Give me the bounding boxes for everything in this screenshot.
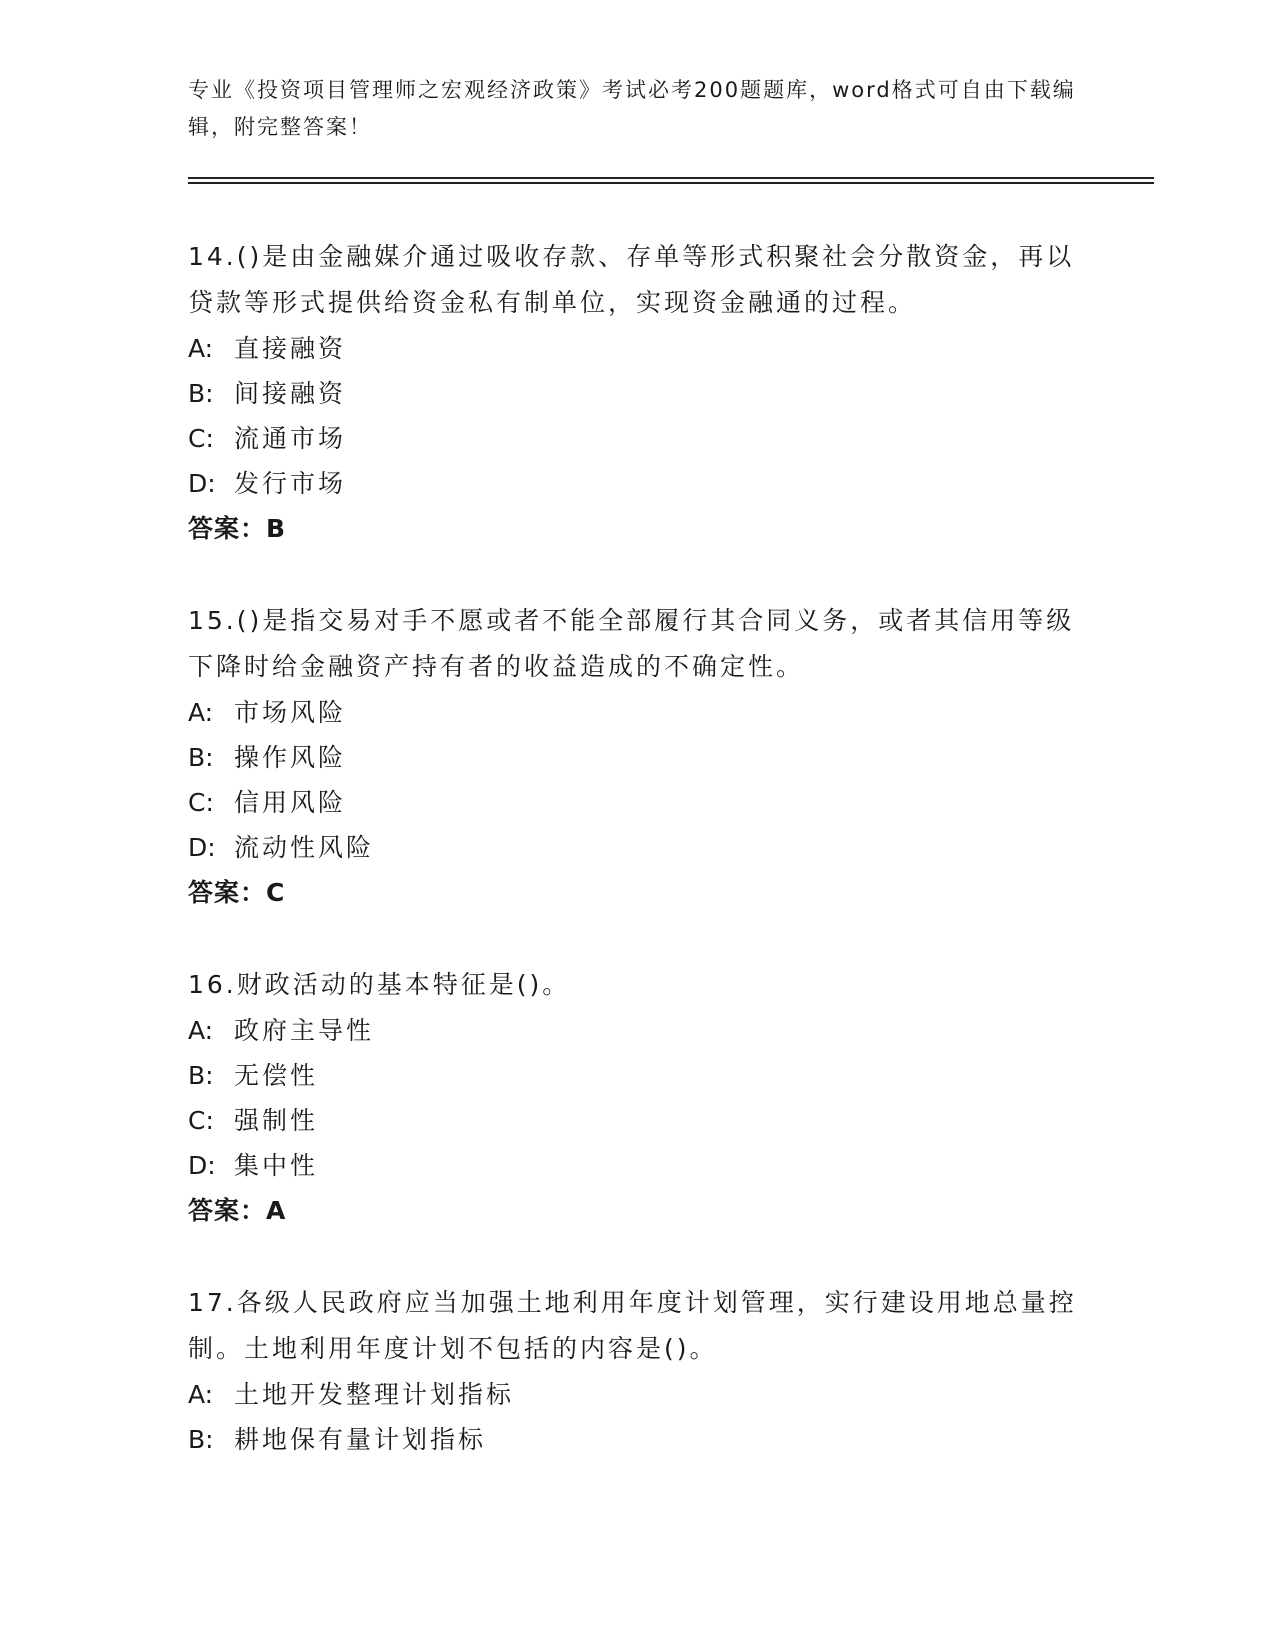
question-text: 16.财政活动的基本特征是()。: [188, 970, 571, 999]
option-c: [188, 416, 1088, 461]
option-key: A:: [188, 1016, 214, 1045]
header-rule-top: [188, 177, 1154, 179]
option-key: C:: [188, 788, 214, 817]
option-c: [188, 780, 1088, 825]
option-d: [188, 461, 1088, 506]
option-text: 流通市场: [234, 424, 347, 453]
option-key: B:: [188, 1425, 214, 1454]
answer: 答案：C: [188, 878, 286, 907]
option-b: [188, 1053, 1088, 1098]
option-text: 流动性风险: [234, 833, 375, 862]
option-key: D:: [188, 1151, 216, 1180]
option-key: A:: [188, 698, 214, 727]
option-key: A:: [188, 334, 214, 363]
header-rule-bottom: [188, 182, 1154, 184]
option-key: B:: [188, 379, 214, 408]
question-14: [188, 234, 1088, 552]
option-text: 土地开发整理计划指标: [234, 1380, 515, 1409]
option-a: [188, 1372, 1088, 1417]
option-a: [188, 326, 1088, 371]
question-text: 14.()是由金融媒介通过吸收存款、存单等形式积聚社会分散资金，再以贷款等形式提供给资金私有制单位，实现资金融通的过程。: [188, 242, 1075, 317]
option-key: D:: [188, 469, 216, 498]
option-b: [188, 1417, 1088, 1462]
question-text: 17.各级人民政府应当加强土地利用年度计划管理，实行建设用地总量控制。土地利用年度计划不包括的内容是()。: [188, 1288, 1077, 1363]
option-text: 集中性: [234, 1151, 319, 1180]
option-text: 间接融资: [234, 379, 347, 408]
option-key: D:: [188, 833, 216, 862]
option-key: A:: [188, 1380, 214, 1409]
question-text: 15.()是指交易对手不愿或者不能全部履行其合同义务，或者其信用等级下降时给金融资产持有者的收益造成的不确定性。: [188, 606, 1075, 681]
answer: 答案：B: [188, 514, 287, 543]
option-d: [188, 825, 1088, 870]
question-16: [188, 962, 1088, 1234]
option-key: C:: [188, 424, 214, 453]
question-list: [188, 234, 1088, 1508]
answer: 答案：A: [188, 1196, 287, 1225]
option-text: 市场风险: [234, 698, 347, 727]
option-text: 耕地保有量计划指标: [234, 1425, 487, 1454]
option-text: 直接融资: [234, 334, 347, 363]
option-key: B:: [188, 743, 214, 772]
option-key: C:: [188, 1106, 214, 1135]
question-15: [188, 598, 1088, 916]
option-a: [188, 1008, 1088, 1053]
option-text: 发行市场: [234, 469, 347, 498]
document-header: 专业《投资项目管理师之宏观经济政策》考试必考200题题库，word格式可自由下载编辑，附完整答案！: [188, 78, 1076, 139]
question-17: [188, 1280, 1088, 1462]
option-text: 政府主导性: [234, 1016, 375, 1045]
option-text: 信用风险: [234, 788, 347, 817]
option-text: 强制性: [234, 1106, 319, 1135]
option-a: [188, 690, 1088, 735]
option-d: [188, 1143, 1088, 1188]
option-text: 操作风险: [234, 743, 347, 772]
option-b: [188, 735, 1088, 780]
option-c: [188, 1098, 1088, 1143]
option-text: 无偿性: [234, 1061, 319, 1090]
option-key: B:: [188, 1061, 214, 1090]
option-b: [188, 371, 1088, 416]
